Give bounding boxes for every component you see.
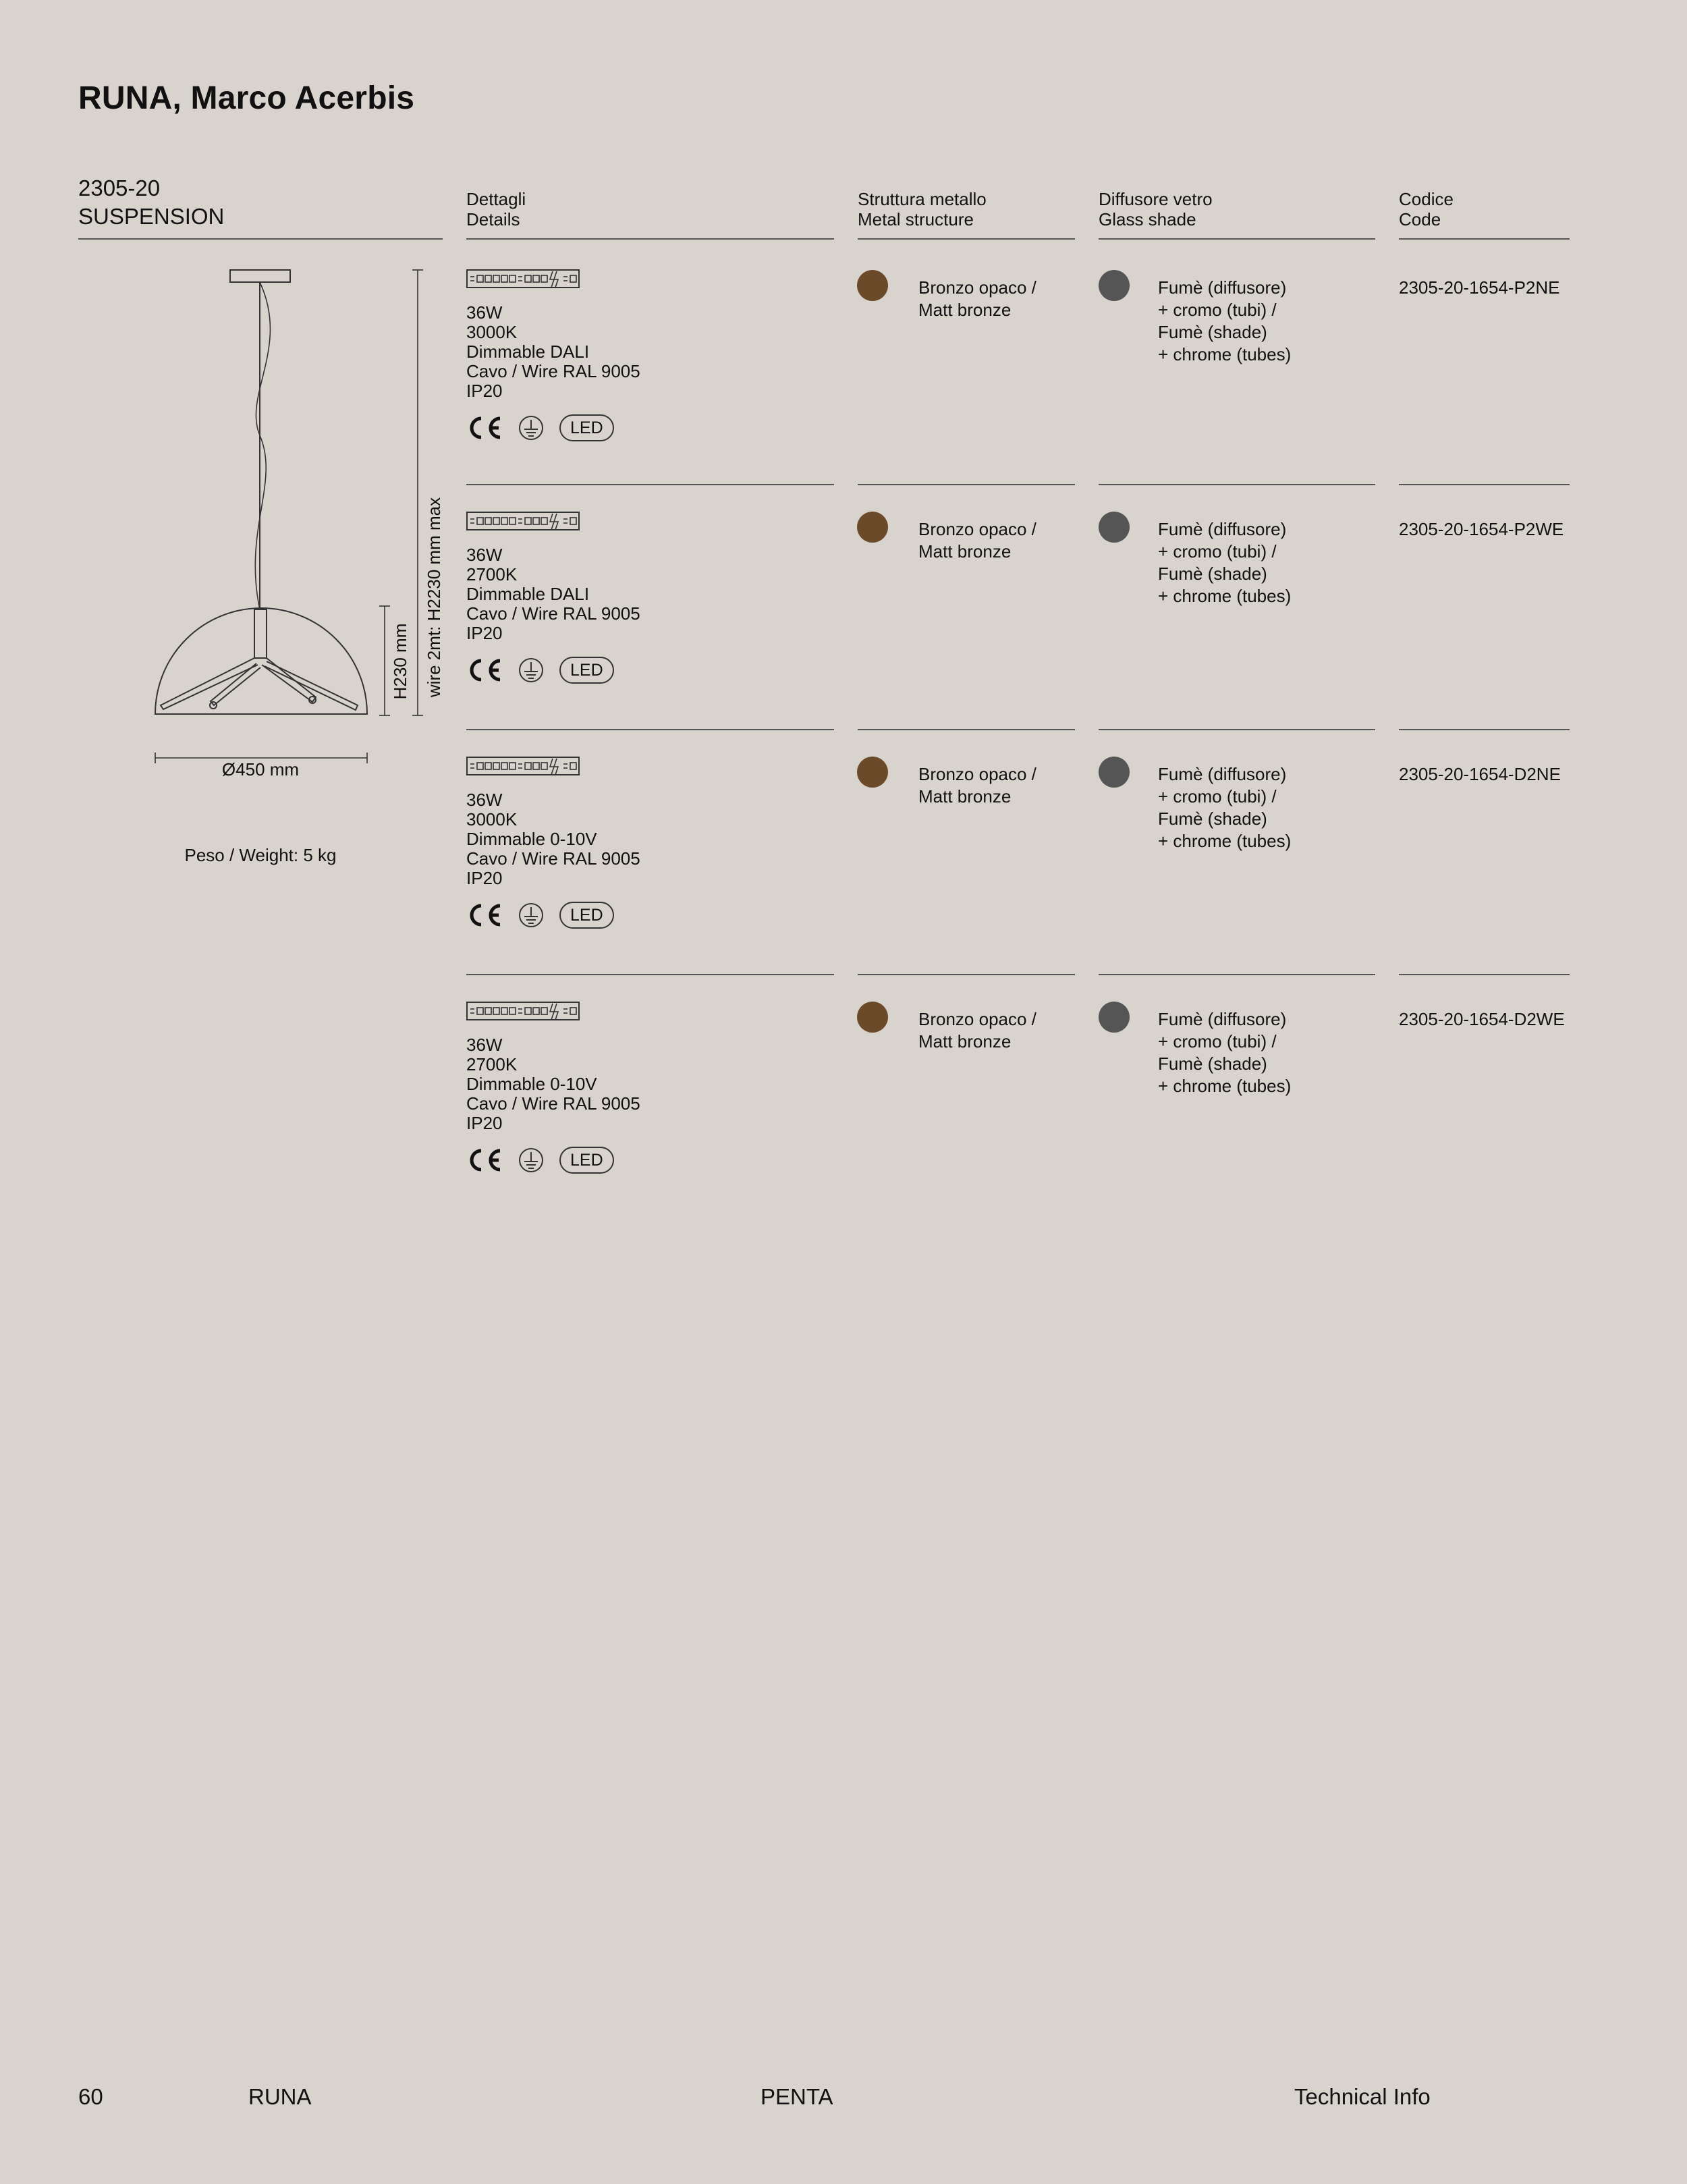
row-rule-structure bbox=[858, 974, 1075, 975]
fume-swatch bbox=[1099, 512, 1130, 543]
footer-section: Technical Info bbox=[1294, 2084, 1431, 2109]
column-structure-header bbox=[858, 189, 987, 229]
ce-mark-icon bbox=[466, 414, 503, 441]
column-details-label-it: Dettagli bbox=[466, 189, 526, 209]
footer-brand: PENTA bbox=[760, 2084, 833, 2109]
diameter-label: Ø450 mm bbox=[221, 759, 300, 780]
row-rule-structure bbox=[858, 729, 1075, 730]
row-structure: Bronzo opaco / Matt bronze bbox=[918, 277, 1036, 320]
column-shade-header bbox=[1099, 189, 1213, 229]
lamp-technical-drawing bbox=[135, 260, 452, 786]
ce-mark-icon bbox=[466, 1147, 503, 1174]
row-details: 36W 3000K Dimmable 0-10V Cavo / Wire RAL 9005 IP20 bbox=[466, 790, 640, 888]
row-shade: Fumè (diffusore) + cromo (tubi) / Fumè (shade) + chrome (tubes) bbox=[1158, 1009, 1292, 1096]
ce-mark-icon bbox=[466, 902, 503, 929]
page-number: 60 bbox=[78, 2084, 103, 2109]
column-code-header bbox=[1399, 189, 1454, 229]
column-details-label-en: Details bbox=[466, 209, 520, 229]
header-rule-product bbox=[78, 238, 443, 240]
fume-swatch bbox=[1099, 270, 1130, 301]
dome-height-label: H230 mm bbox=[390, 623, 410, 700]
row-shade: Fumè (diffusore) + cromo (tubi) / Fumè (shade) + chrome (tubes) bbox=[1158, 764, 1292, 851]
row-code: 2305-20-1654-P2NE bbox=[1399, 277, 1560, 298]
row-details: 36W 3000K Dimmable DALI Cavo / Wire RAL 9005 IP20 bbox=[466, 302, 640, 401]
fume-swatch bbox=[1099, 1002, 1130, 1033]
certification-icons bbox=[466, 902, 640, 929]
row-structure: Bronzo opaco / Matt bronze bbox=[918, 519, 1036, 562]
bronze-swatch bbox=[857, 512, 888, 543]
row-code: 2305-20-1654-D2WE bbox=[1399, 1009, 1565, 1029]
row-code: 2305-20-1654-P2WE bbox=[1399, 519, 1564, 539]
bronze-swatch bbox=[857, 1002, 888, 1033]
column-details-header bbox=[466, 189, 526, 229]
led-badge-icon: LED bbox=[559, 414, 614, 441]
ground-icon bbox=[518, 414, 545, 441]
canopy-shape bbox=[230, 270, 290, 282]
row-shade: Fumè (diffusore) + cromo (tubi) / Fumè (shade) + chrome (tubes) bbox=[1158, 277, 1292, 364]
row-details: 36W 2700K Dimmable 0-10V Cavo / Wire RAL 9005 IP20 bbox=[466, 1035, 640, 1133]
row-rule-shade bbox=[1099, 729, 1375, 730]
column-structure-label-en: Metal structure bbox=[858, 209, 974, 229]
bronze-swatch bbox=[857, 270, 888, 301]
header-rule-shade bbox=[1099, 238, 1375, 240]
footer-collection: RUNA bbox=[248, 2084, 312, 2109]
ce-mark-icon bbox=[466, 657, 503, 684]
wire-length-label: wire 2mt: H2230 mm max bbox=[424, 497, 444, 698]
led-badge-icon: LED bbox=[559, 902, 614, 929]
weight-label: Peso / Weight: 5 kg bbox=[184, 845, 337, 865]
bronze-swatch bbox=[857, 757, 888, 788]
driver-icon bbox=[466, 269, 581, 290]
row-rule-code bbox=[1399, 729, 1570, 730]
row-rule-details bbox=[466, 974, 834, 975]
certification-icons bbox=[466, 414, 640, 441]
row-rule-code bbox=[1399, 484, 1570, 485]
header-rule-structure bbox=[858, 238, 1075, 240]
ground-icon bbox=[518, 1147, 545, 1174]
column-shade-label-en: Glass shade bbox=[1099, 209, 1196, 229]
row-rule-shade bbox=[1099, 484, 1375, 485]
product-row bbox=[466, 756, 640, 929]
product-type: SUSPENSION bbox=[78, 204, 225, 229]
led-badge-icon: LED bbox=[559, 657, 614, 684]
row-details: 36W 2700K Dimmable DALI Cavo / Wire RAL 9005 IP20 bbox=[466, 545, 640, 643]
row-rule-structure bbox=[858, 484, 1075, 485]
row-structure: Bronzo opaco / Matt bronze bbox=[918, 1009, 1036, 1052]
driver-icon bbox=[466, 756, 581, 777]
column-shade-label-it: Diffusore vetro bbox=[1099, 189, 1213, 209]
certification-icons bbox=[466, 657, 640, 684]
ground-icon bbox=[518, 657, 545, 684]
driver-icon bbox=[466, 511, 581, 533]
column-code-label-en: Code bbox=[1399, 209, 1441, 229]
row-rule-code bbox=[1399, 974, 1570, 975]
ground-icon bbox=[518, 902, 545, 929]
product-row bbox=[466, 511, 640, 684]
row-rule-details bbox=[466, 484, 834, 485]
column-code-label-it: Codice bbox=[1399, 189, 1454, 209]
product-heading bbox=[78, 174, 224, 231]
header-rule-details bbox=[466, 238, 834, 240]
row-rule-details bbox=[466, 729, 834, 730]
product-row bbox=[466, 1001, 640, 1174]
row-structure: Bronzo opaco / Matt bronze bbox=[918, 764, 1036, 807]
header-rule-code bbox=[1399, 238, 1570, 240]
row-code: 2305-20-1654-D2NE bbox=[1399, 764, 1561, 784]
certification-icons bbox=[466, 1147, 640, 1174]
row-rule-shade bbox=[1099, 974, 1375, 975]
column-structure-label-it: Struttura metallo bbox=[858, 189, 987, 209]
row-shade: Fumè (diffusore) + cromo (tubi) / Fumè (shade) + chrome (tubes) bbox=[1158, 519, 1292, 606]
product-row bbox=[466, 269, 640, 441]
product-code: 2305-20 bbox=[78, 175, 161, 200]
fume-swatch bbox=[1099, 757, 1130, 788]
led-badge-icon: LED bbox=[559, 1147, 614, 1174]
driver-icon bbox=[466, 1001, 581, 1022]
page-title: RUNA, Marco Acerbis bbox=[78, 80, 415, 116]
